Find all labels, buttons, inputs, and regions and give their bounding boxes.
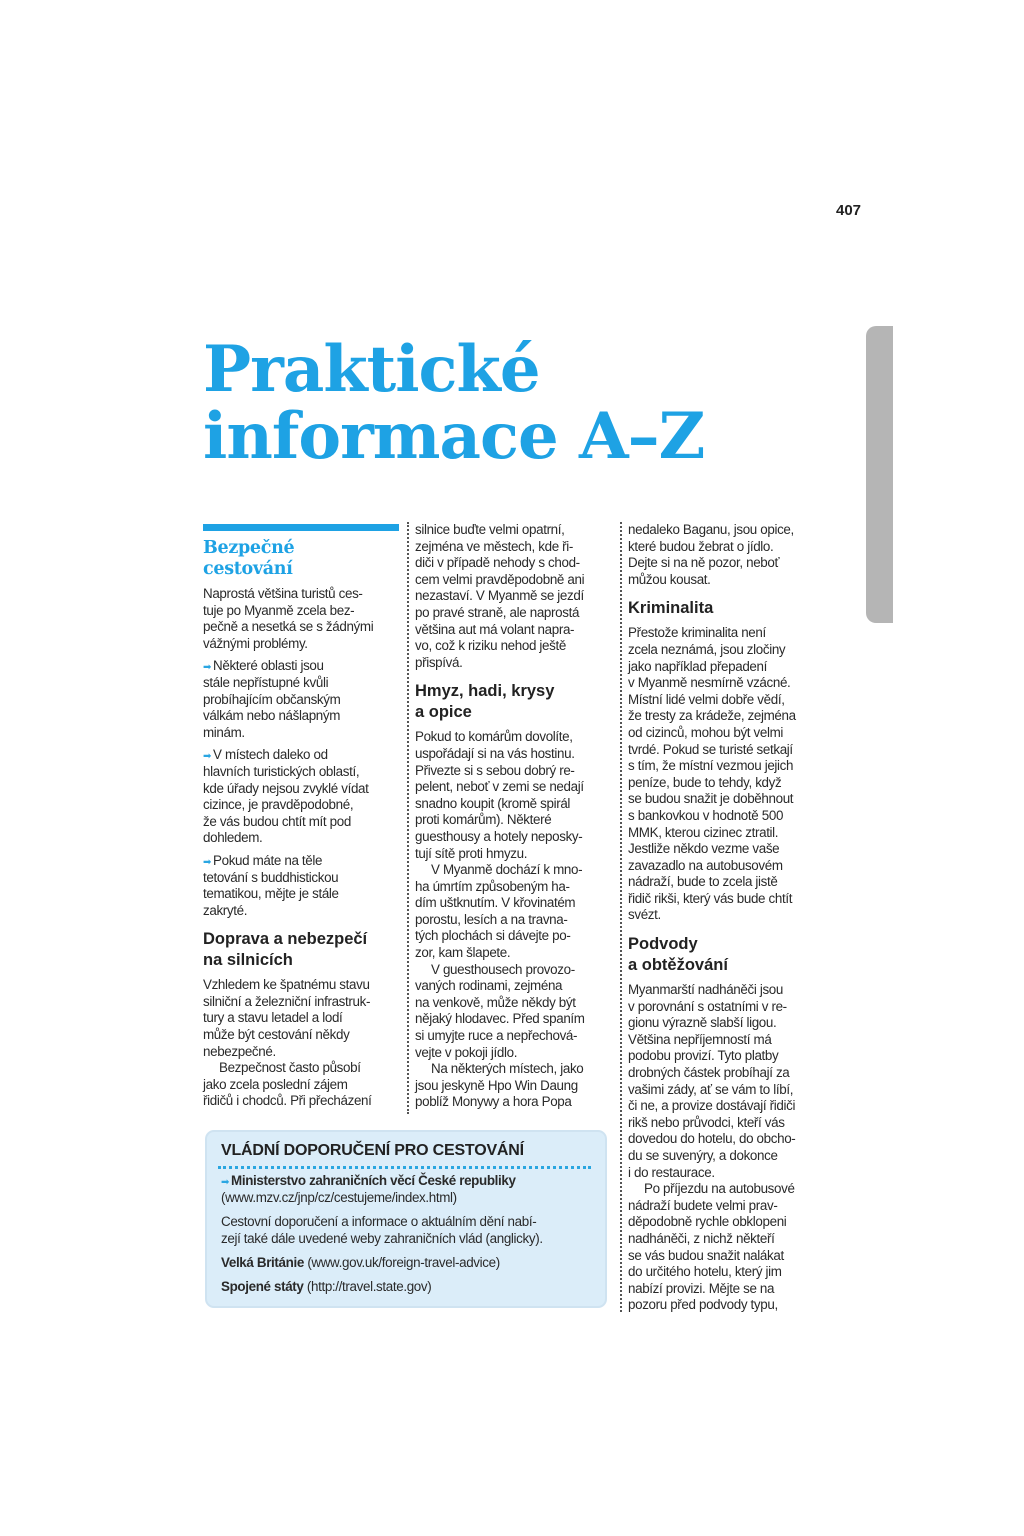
text-line xyxy=(628,1032,828,1049)
line-text: nebezpečné. xyxy=(203,1043,276,1059)
dotted-rule xyxy=(218,1166,591,1169)
text-line xyxy=(203,559,403,580)
text-line xyxy=(415,928,615,945)
line-text: du se suvenýry, a dokonce xyxy=(628,1148,778,1163)
uk-label: Velká Británie xyxy=(221,1255,304,1270)
text-line xyxy=(415,763,615,780)
text-line xyxy=(203,1093,403,1110)
text-line xyxy=(415,962,615,979)
text-line xyxy=(415,702,615,723)
us-label: Spojené státy xyxy=(221,1279,304,1294)
text-line xyxy=(628,1198,828,1215)
line-text: gionu výrazně slabší ligou. xyxy=(628,1015,777,1031)
line-text: zor, kam šlapete. xyxy=(415,945,511,961)
text-line xyxy=(628,1214,828,1231)
line-text: s tím, že místní vezmou jejich xyxy=(628,758,794,774)
line-text: V místech daleko od xyxy=(213,747,328,763)
text-line xyxy=(415,978,615,995)
text-line xyxy=(415,729,615,746)
bullet-item xyxy=(203,747,403,847)
text-line xyxy=(628,858,828,875)
line-text: děpodobně rychle obklopeni xyxy=(628,1214,787,1230)
text-line xyxy=(415,995,615,1012)
line-text: tých plochách si dávejte po- xyxy=(415,928,571,944)
text-line xyxy=(415,829,615,846)
text-line xyxy=(415,796,615,813)
title-line: Praktické xyxy=(203,332,540,407)
text-line xyxy=(203,797,403,814)
text-line xyxy=(628,1165,828,1182)
line-text: vaných rodinami, zejména xyxy=(415,978,563,994)
line-text: Místní lidé velmi dobře vědí, xyxy=(628,691,785,707)
text-line xyxy=(628,775,828,792)
text-line xyxy=(415,622,615,639)
page-title xyxy=(203,332,705,474)
line-text: dohledem. xyxy=(203,830,263,846)
box-note: Cestovní doporučení a informace o aktuálním dění nabí- xyxy=(221,1214,537,1229)
paragraph xyxy=(415,522,615,671)
line-text: vo, což k riziku nehod ještě xyxy=(415,638,566,654)
line-text: Naprostá většina turistů ces- xyxy=(203,586,363,601)
text-line xyxy=(415,746,615,763)
line-text: a obtěžování xyxy=(628,956,728,975)
text-line xyxy=(415,555,615,572)
line-text: přispívá. xyxy=(415,654,463,670)
line-text: řidičů i chodců. Při přecházení xyxy=(203,1093,372,1109)
text-line xyxy=(628,1181,828,1198)
line-text: Na některých místech, jako xyxy=(431,1061,584,1077)
column-divider xyxy=(407,522,409,1114)
line-text: Vzhledem ke špatnému stavu xyxy=(203,977,370,993)
text-line xyxy=(415,638,615,655)
paragraph xyxy=(203,1060,403,1110)
line-text: Přestože kriminalita není xyxy=(628,625,766,641)
text-line xyxy=(628,539,828,556)
text-line xyxy=(203,747,403,764)
line-text: silnice buďte velmi opatrní, xyxy=(415,522,565,537)
line-text: probíhajícím občanským xyxy=(203,691,341,707)
line-text: dím uštknutím. V křovinatém xyxy=(415,895,576,911)
text-line xyxy=(415,862,615,879)
text-line xyxy=(415,681,615,702)
line-text: či ne, a provize dostávají řidiči xyxy=(628,1098,796,1114)
line-text: Pokud máte na těle xyxy=(213,852,323,868)
advice-box xyxy=(205,1130,607,1308)
text-line xyxy=(203,886,403,903)
line-text: tvrdé. Pokud se turisté setkají xyxy=(628,741,793,757)
paragraph xyxy=(415,729,615,862)
text-line xyxy=(415,912,615,929)
text-line xyxy=(628,659,828,676)
line-text: ha úmrtím způsobeným ha- xyxy=(415,878,570,894)
text-line xyxy=(203,725,403,742)
page-number: 407 xyxy=(836,202,862,219)
line-text: nabízí provizi. Mějte se na xyxy=(628,1280,775,1296)
section-heading xyxy=(628,934,828,976)
line-text: stále nepřístupné kvůli xyxy=(203,674,329,690)
box-heading: VLÁDNÍ DOPORUČENÍ PRO CESTOVÁNÍ xyxy=(221,1142,524,1159)
line-text: tují sítě proti hmyzu. xyxy=(415,845,528,861)
line-text: že vás budou chtít mít pod xyxy=(203,813,351,829)
text-line xyxy=(628,955,828,976)
section-bar xyxy=(203,524,399,531)
text-line xyxy=(203,853,403,870)
line-text: kde úřady nejsou zvyklé vídat xyxy=(203,780,369,796)
line-text: nádraží, bude to zcela jistě xyxy=(628,874,778,890)
line-text: Jestliže někdo vezme vaše xyxy=(628,841,780,857)
line-text: že tresty za krádeže, zejména xyxy=(628,708,796,724)
line-text: můžou kousat. xyxy=(628,571,711,587)
text-line xyxy=(415,1078,615,1095)
line-text: se vás budou snažit nalákat xyxy=(628,1247,784,1263)
text-line xyxy=(628,1115,828,1132)
line-text: Doprava a nebezpečí xyxy=(203,930,368,949)
line-text: svézt. xyxy=(628,907,661,923)
line-text: tuje po Myanmě zcela bez- xyxy=(203,602,355,618)
text-line xyxy=(628,841,828,858)
line-text: v Myanmě nesmírně vzácné. xyxy=(628,675,791,691)
line-text: zakryté. xyxy=(203,902,248,918)
line-text: Bezpečnost často působí xyxy=(219,1060,361,1076)
arrow-icon: ➡ xyxy=(203,856,212,868)
text-line xyxy=(628,1082,828,1099)
text-line xyxy=(628,891,828,908)
line-text: na venkově, může někdy být xyxy=(415,994,576,1010)
text-line xyxy=(415,1011,615,1028)
text-line xyxy=(203,994,403,1011)
text-line xyxy=(628,982,828,999)
paragraph xyxy=(628,522,828,588)
line-text: Podvody xyxy=(628,935,698,954)
text-line xyxy=(628,808,828,825)
paragraph xyxy=(415,862,615,962)
line-text: které budou žebrat o jídlo. xyxy=(628,538,774,554)
line-text: tematikou, mějte je stále xyxy=(203,886,339,902)
text-line xyxy=(203,950,403,971)
text-line xyxy=(203,1077,403,1094)
line-text: jako zcela poslední zájem xyxy=(203,1076,348,1092)
line-text: porostu, lesích a na travna- xyxy=(415,911,568,927)
line-text: proti komárům). Některé xyxy=(415,812,552,828)
text-line xyxy=(628,598,828,619)
line-text: Pokud to komárům dovolíte, xyxy=(415,729,573,745)
text-line xyxy=(415,779,615,796)
arrow-icon: ➡ xyxy=(203,662,212,674)
title-line: informace A–Z xyxy=(203,399,705,474)
text-line xyxy=(415,1028,615,1045)
line-text: jsou jeskyně Hpo Win Daung xyxy=(415,1077,578,1093)
line-text: nádraží budete velmi prav- xyxy=(628,1197,778,1213)
line-text: do určitého hotelu, který jim xyxy=(628,1264,782,1280)
text-line xyxy=(415,895,615,912)
line-text: uspořádají si na vás hostinu. xyxy=(415,745,575,761)
line-text: Bezpečné xyxy=(203,538,295,558)
text-line xyxy=(415,846,615,863)
line-text: se budou snažit je doběhnout xyxy=(628,791,794,807)
line-text: Většina nepříjemností má xyxy=(628,1031,772,1047)
text-line xyxy=(203,708,403,725)
line-text: většina aut má volant napra- xyxy=(415,621,575,637)
line-text: s bankovkou v hodnotě 500 xyxy=(628,807,784,823)
line-text: dovedou do hotelu, do obcho- xyxy=(628,1131,796,1147)
text-line xyxy=(203,929,403,950)
line-text: cem velmi pravděpodobně ani xyxy=(415,571,585,587)
arrow-icon: ➡ xyxy=(221,1177,230,1188)
text-line xyxy=(203,870,403,887)
line-text: diči v případě nehody s chod- xyxy=(415,555,580,571)
text-line xyxy=(628,742,828,759)
text-line xyxy=(628,1297,828,1314)
line-text: zavazadlo na autobusovém xyxy=(628,857,783,873)
text-line xyxy=(203,781,403,798)
text-line xyxy=(203,977,403,994)
text-line xyxy=(628,642,828,659)
paragraph xyxy=(203,586,403,652)
line-text: podobu provizí. Tyto platby xyxy=(628,1048,779,1064)
text-line xyxy=(203,1027,403,1044)
text-line xyxy=(628,555,828,572)
text-line xyxy=(628,791,828,808)
section-heading xyxy=(203,538,403,580)
text-line xyxy=(415,1045,615,1062)
column-1 xyxy=(203,524,403,1110)
text-line xyxy=(628,1098,828,1115)
paragraph xyxy=(628,625,828,924)
line-text: po pravé straně, ale naprostá xyxy=(415,604,580,620)
text-line xyxy=(415,812,615,829)
text-line xyxy=(628,522,828,539)
text-line xyxy=(415,879,615,896)
line-text: Hmyz, hadi, krysy xyxy=(415,682,555,701)
text-line xyxy=(628,692,828,709)
line-text: a opice xyxy=(415,703,472,722)
text-line xyxy=(203,636,403,653)
us-url[interactable]: (http://travel.state.gov) xyxy=(306,1279,432,1294)
line-text: jako například přepadení xyxy=(628,658,768,674)
text-line xyxy=(203,586,403,603)
section-heading xyxy=(415,681,615,723)
line-text: nějaký hlodavec. Před spaním xyxy=(415,1011,585,1027)
chapter-tab xyxy=(866,326,893,623)
paragraph xyxy=(628,982,828,1181)
text-line xyxy=(415,539,615,556)
line-text: pozoru před podvody typu, xyxy=(628,1297,778,1313)
line-text: tetování s buddhistickou xyxy=(203,869,339,885)
line-text: i do restaurace. xyxy=(628,1164,715,1180)
line-text: Dejte si na ně pozor, neboť xyxy=(628,555,780,571)
text-line xyxy=(203,1044,403,1061)
paragraph xyxy=(415,962,615,1062)
column-2 xyxy=(415,522,615,1111)
line-text: nezastaví. V Myanmě se jezdí xyxy=(415,588,584,604)
line-text: hlavních turistických oblastí, xyxy=(203,763,360,779)
paragraph xyxy=(628,1181,828,1314)
text-line xyxy=(203,675,403,692)
text-line xyxy=(415,588,615,605)
line-text: pečně a nesetká se s žádnými xyxy=(203,619,374,635)
text-line xyxy=(415,1061,615,1078)
line-text: vážnými problémy. xyxy=(203,635,308,651)
section-heading xyxy=(628,598,828,619)
line-text: peníze, bude to tehdy, když xyxy=(628,774,782,790)
text-line xyxy=(628,825,828,842)
line-text: nedaleko Baganu, jsou opice, xyxy=(628,522,794,537)
uk-url[interactable]: (www.gov.uk/foreign-travel-advice) xyxy=(307,1255,500,1270)
text-line xyxy=(628,708,828,725)
text-line xyxy=(628,1015,828,1032)
bullet-item xyxy=(203,853,403,919)
text-line xyxy=(415,522,615,539)
line-text: Po příjezdu na autobusové xyxy=(644,1181,795,1197)
box-note: zejí také dále uvedené weby zahraničních vlád (anglicky). xyxy=(221,1231,543,1246)
line-text: minám. xyxy=(203,724,245,740)
text-line xyxy=(203,1010,403,1027)
czech-url[interactable]: (www.mzv.cz/jnp/cz/cestujeme/index.html) xyxy=(221,1190,457,1205)
text-line xyxy=(628,907,828,924)
text-line xyxy=(203,903,403,920)
text-line xyxy=(628,1281,828,1298)
text-line xyxy=(628,758,828,775)
line-text: v porovnání s ostatními v re- xyxy=(628,998,787,1014)
line-text: Přivezte si s sebou dobrý re- xyxy=(415,762,575,778)
line-text: si umyjte ruce a nepřechová- xyxy=(415,1028,578,1044)
text-line xyxy=(415,1094,615,1111)
text-line xyxy=(628,625,828,642)
line-text: vašimi zády, ať se vám to líbí, xyxy=(628,1081,794,1097)
text-line xyxy=(203,538,403,559)
line-text: drobných částek probíhají za xyxy=(628,1065,790,1081)
line-text: zcela neznámá, jsou zločiny xyxy=(628,641,786,657)
line-text: V guesthousech provozo- xyxy=(431,961,575,977)
text-line xyxy=(203,658,403,675)
line-text: guesthousy a hotely neposky- xyxy=(415,828,583,844)
text-line xyxy=(203,692,403,709)
line-text: na silnicích xyxy=(203,951,293,970)
line-text: může být cestování někdy xyxy=(203,1027,350,1043)
text-line xyxy=(628,1131,828,1148)
text-line xyxy=(628,934,828,955)
line-text: cestování xyxy=(203,559,293,579)
text-line xyxy=(628,1264,828,1281)
text-line xyxy=(628,1065,828,1082)
text-line xyxy=(415,605,615,622)
line-text: vejte v pokoji jídlo. xyxy=(415,1044,518,1060)
line-text: Některé oblasti jsou xyxy=(213,658,324,674)
text-line xyxy=(628,1231,828,1248)
text-line xyxy=(628,1048,828,1065)
arrow-icon: ➡ xyxy=(203,751,212,763)
line-text: MMK, kterou cizinec ztratil. xyxy=(628,824,779,840)
line-text: nadháněči, z nichž někteří xyxy=(628,1230,775,1246)
line-text: snadno koupit (kromě spirál xyxy=(415,795,571,811)
text-line xyxy=(203,830,403,847)
column-divider xyxy=(620,522,622,1312)
bullet-item xyxy=(203,658,403,741)
line-text: od cizinců, mohou být velmi xyxy=(628,724,784,740)
text-line xyxy=(628,1148,828,1165)
text-line xyxy=(415,655,615,672)
section-heading xyxy=(203,929,403,971)
paragraph xyxy=(203,977,403,1060)
line-text: silniční a železniční infrastruk- xyxy=(203,993,371,1009)
czech-ministry: Ministerstvo zahraničních věcí České republiky xyxy=(231,1173,516,1188)
line-text: rikš nebo průvodci, kteří vás xyxy=(628,1114,785,1130)
text-line xyxy=(203,764,403,781)
text-line xyxy=(628,999,828,1016)
text-line xyxy=(415,572,615,589)
line-text: Myanmarští nadháněči jsou xyxy=(628,982,783,998)
column-3 xyxy=(628,522,828,1314)
line-text: zejména ve městech, kde ři- xyxy=(415,538,573,554)
line-text: válkám nebo nášlapným xyxy=(203,708,341,724)
paragraph xyxy=(415,1061,615,1111)
text-line xyxy=(628,675,828,692)
line-text: Kriminalita xyxy=(628,599,714,618)
text-line xyxy=(628,1248,828,1265)
text-line xyxy=(628,725,828,742)
text-line xyxy=(203,619,403,636)
line-text: tury a stavu letadel a lodí xyxy=(203,1010,343,1026)
text-line xyxy=(203,1060,403,1077)
text-line xyxy=(203,814,403,831)
line-text: poblíž Monywy a hora Popa xyxy=(415,1094,572,1110)
line-text: pelent, neboť v zemi se nedají xyxy=(415,779,584,795)
text-line xyxy=(415,945,615,962)
text-line xyxy=(628,874,828,891)
text-line xyxy=(628,572,828,589)
text-line xyxy=(203,603,403,620)
line-text: V Myanmě dochází k mno- xyxy=(431,862,583,878)
line-text: řidič rikši, který vás bude chtít xyxy=(628,890,793,906)
line-text: cizince, je pravděpodobné, xyxy=(203,797,354,813)
